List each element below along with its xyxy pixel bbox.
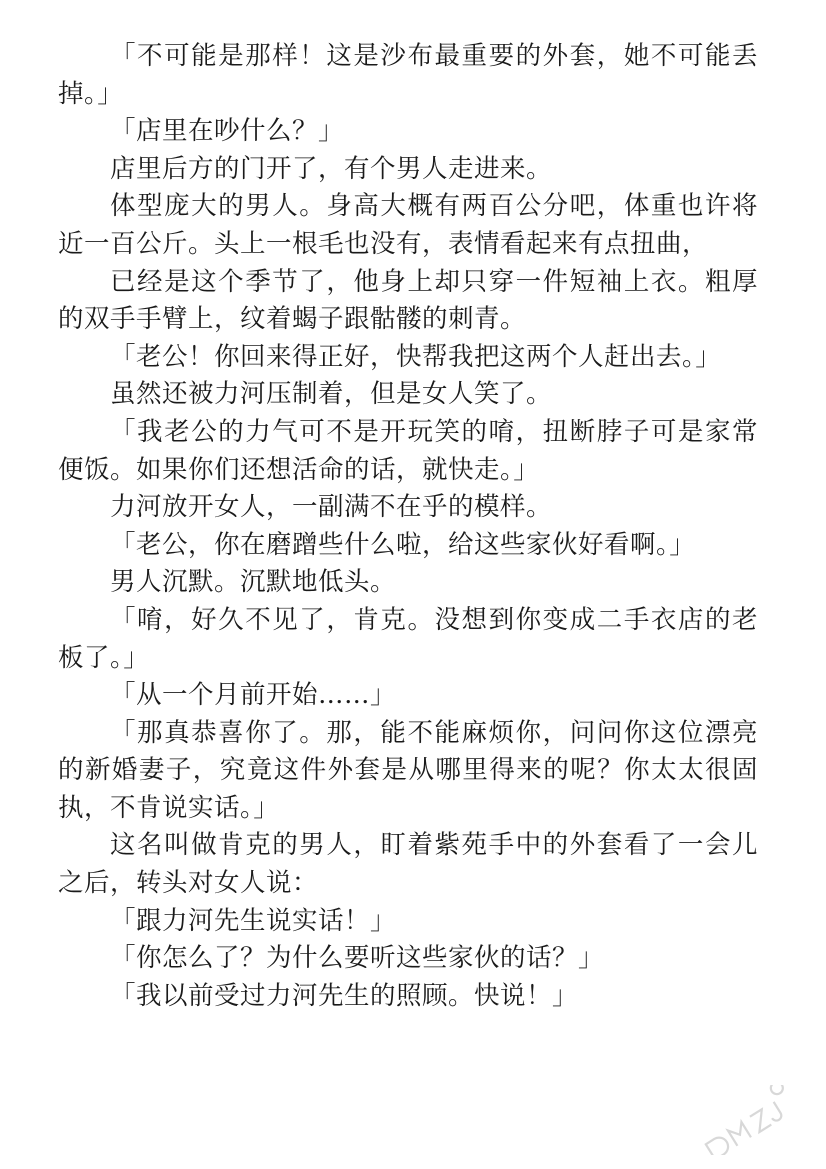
paragraph: 「你怎么了？为什么要听这些家伙的话？」: [110, 943, 605, 974]
paragraph: 体型庞大的男人。身高大概有两百公分吧，体重也许将近一百公斤。头上一根毛也没有，表情看起来有点扭曲，: [58, 191, 758, 259]
paragraph: 力河放开女人，一副满不在乎的模样。: [110, 492, 553, 523]
paragraph: 这名叫做肯克的男人，盯着紫苑手中的外套看了一会儿之后，转头对女人说：: [58, 830, 758, 899]
paragraph: 「我以前受过力河先生的照顾。快说！」: [110, 980, 579, 1011]
paragraph: 「老公！你回来得正好，快帮我把这两个人赶出去。」: [110, 341, 722, 372]
paragraph: 「店里在吵什么？」: [110, 116, 345, 147]
text-body: [58, 38, 758, 1015]
paragraph: 「我老公的力气可不是开玩笑的唷，扭断脖子可是家常便饭。如果你们还想活命的话，就快走。」: [58, 416, 758, 485]
paragraph: 「唷，好久不见了，肯克。没想到你变成二手衣店的老板了。」: [58, 604, 758, 673]
paragraph: 「老公，你在磨蹭些什么啦，给这些家伙好看啊。」: [110, 529, 696, 560]
paragraph: 店里后方的门开了，有个男人走进来。: [110, 153, 553, 184]
watermark-logo-icon: [688, 1085, 808, 1155]
paragraph: 虽然还被力河压制着，但是女人笑了。: [110, 379, 553, 410]
paragraph: 「那真恭喜你了。那，能不能麻烦你，问问你这位漂亮的新婚妻子，究竟这件外套是从哪里得来的呢？你太太很固执，不肯说实话。」: [58, 717, 758, 823]
paragraph: 已经是这个季节了，他身上却只穿一件短袖上衣。粗厚的双手手臂上，纹着蝎子跟骷髅的刺青。: [58, 266, 758, 335]
paragraph: 「跟力河先生说实话！」: [110, 905, 397, 936]
paragraph: 「从一个月前开始……」: [110, 680, 397, 711]
paragraph: 男人沉默。沉默地低头。: [110, 567, 397, 598]
paragraph: 「不可能是那样！这是沙布最重要的外套，她不可能丢掉。」: [58, 41, 758, 109]
